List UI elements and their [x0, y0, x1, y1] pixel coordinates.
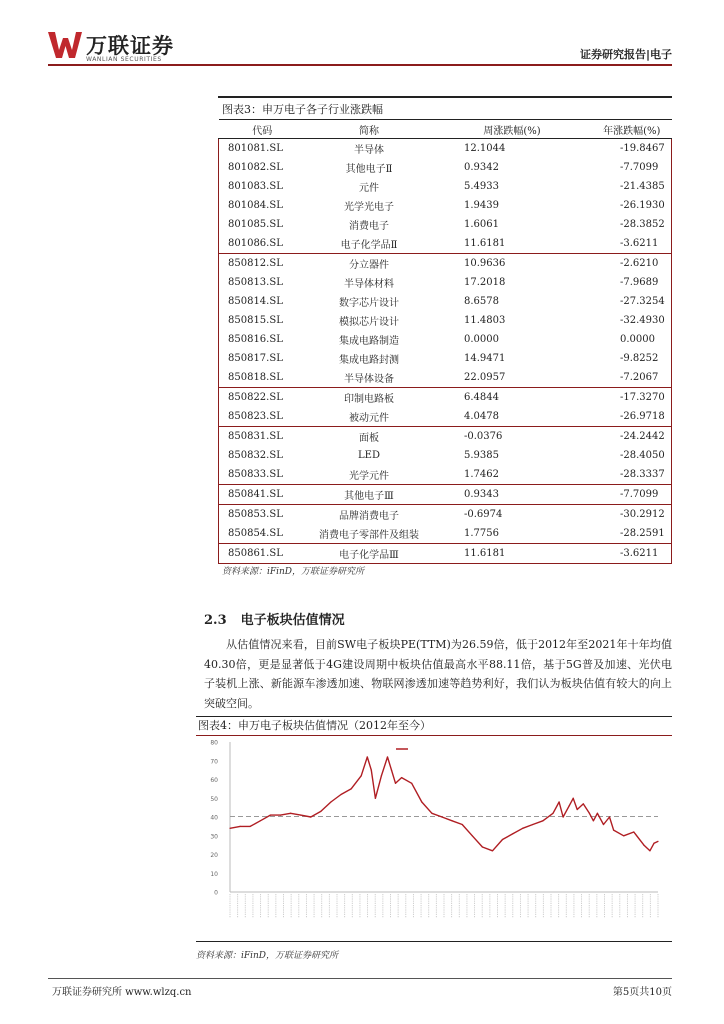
pe-data-point — [462, 824, 463, 825]
cell-annual-change: -7.9689 — [592, 273, 672, 292]
pe-data-point — [522, 828, 523, 829]
pe-data-point — [558, 801, 559, 802]
cell-weekly-change: -0.0376 — [432, 427, 592, 447]
cell-code: 801082.SL — [219, 158, 307, 177]
cell-code: 850814.SL — [219, 292, 307, 311]
figure3-title: 图表3：申万电子各子行业涨跌幅 — [222, 103, 383, 116]
pe-data-point — [367, 756, 368, 757]
cell-name: 电子化学品Ⅱ — [340, 240, 398, 251]
cell-annual-change: -24.2442 — [592, 427, 672, 447]
cell-code: 850853.SL — [219, 505, 307, 525]
y-tick-label: 10 — [210, 870, 218, 878]
column-header-code: 代码 — [219, 120, 307, 139]
report-type-label: 证券研究报告|电子 — [579, 48, 672, 61]
pe-data-point — [512, 833, 513, 834]
cell-annual-change: -17.3270 — [592, 388, 672, 408]
pe-data-point — [290, 813, 291, 814]
cell-annual-change: -26.9718 — [592, 407, 672, 427]
pe-data-point — [633, 831, 634, 832]
table-row — [219, 139, 672, 159]
pe-data-point — [643, 845, 644, 846]
company-logo — [48, 30, 198, 66]
figure4-title-bar — [196, 716, 672, 736]
cell-name: 印制电路板 — [306, 388, 432, 408]
cell-code: 801085.SL — [219, 215, 307, 234]
pe-data-point — [609, 816, 610, 817]
pe-data-point — [482, 846, 483, 847]
table-row — [219, 215, 672, 234]
cell-annual-change: -9.8252 — [592, 349, 672, 368]
cell-weekly-change: 0.9342 — [464, 162, 499, 173]
cell-name: 数字芯片设计 — [339, 298, 399, 309]
cell-name: 分立器件 — [306, 254, 432, 274]
table-row — [219, 330, 672, 349]
cell-name: 集成电路封测 — [339, 355, 399, 366]
cell-weekly-change: 1.9439 — [464, 200, 499, 211]
cell-code: 801081.SL — [219, 139, 307, 159]
y-tick-label: 40 — [210, 814, 218, 822]
table-row — [219, 177, 672, 196]
pe-data-point — [431, 813, 432, 814]
cell-name: 电子化学品Ⅲ — [306, 544, 432, 564]
cell-weekly-change: 11.4803 — [464, 315, 506, 326]
cell-code: 850823.SL — [219, 407, 307, 427]
cell-name: 其他电子Ⅲ — [306, 485, 432, 505]
pe-data-point — [441, 816, 442, 817]
cell-name: 集成电路制造 — [339, 336, 399, 347]
table-row — [219, 292, 672, 311]
pe-data-point — [451, 820, 452, 821]
cell-annual-change: -7.2067 — [592, 368, 672, 388]
cell-annual-change: -3.6211 — [592, 544, 672, 564]
pe-data-point — [381, 775, 382, 776]
table-row — [219, 368, 672, 388]
y-tick-label: 20 — [210, 852, 218, 859]
cell-code: 850815.SL — [219, 311, 307, 330]
pe-data-point — [563, 816, 564, 817]
pe-data-point — [239, 826, 240, 827]
pe-data-point — [492, 850, 493, 851]
section-paragraph: 从估值情况来看，目前SW电子板块PE(TTM)为26.59倍，低于2012年至2021年十年均值40.30倍，更是显著低于4G建设周期中板块估值最高水平88.11倍，基于5G普及加速、光伏电子装机上涨、新能源车渗透加速、物联网渗透加速等趋势利好，我们认为板块估值有较大的向上突破空间。 — [204, 638, 672, 710]
pe-data-point — [391, 770, 392, 771]
cell-weekly-change: 5.9385 — [464, 450, 499, 461]
table-row — [219, 254, 672, 274]
pe-data-point — [401, 777, 402, 778]
pe-data-point — [502, 839, 503, 840]
cell-name: 半导体材料 — [344, 279, 394, 290]
pe-data-point — [250, 826, 251, 827]
pe-series-line — [230, 757, 658, 851]
pe-data-point — [395, 783, 396, 784]
figure4-source-note: 资料来源：iFinD，万联证券研究所 — [196, 951, 339, 961]
page-header — [0, 0, 724, 70]
column-header-name: 简称 — [306, 120, 432, 139]
cell-name: LED — [358, 450, 380, 461]
section-number: 2.3 — [204, 613, 227, 628]
pe-data-point — [280, 815, 281, 816]
table-row — [219, 446, 672, 465]
cell-code: 850817.SL — [219, 349, 307, 368]
cell-name: 半导体 — [306, 139, 432, 159]
cell-annual-change: -7.7099 — [592, 158, 672, 177]
pe-data-point — [300, 815, 301, 816]
figure3-top-rule — [218, 96, 672, 98]
cell-weekly-change: 17.2018 — [464, 277, 506, 288]
table-row — [219, 234, 672, 254]
table-body — [219, 139, 672, 564]
logo-english-name: WANLIAN SECURITIES — [86, 56, 162, 63]
footer-website: 万联证券研究所 www.wlzq.cn — [52, 987, 192, 998]
cell-name: 面板 — [306, 427, 432, 447]
cell-code: 801083.SL — [219, 177, 307, 196]
pe-data-point — [532, 824, 533, 825]
industry-performance-table — [218, 119, 672, 564]
cell-weekly-change: 11.6181 — [432, 544, 592, 564]
pe-data-point — [310, 816, 311, 817]
cell-weekly-change: 14.9471 — [464, 353, 506, 364]
pe-data-point — [371, 770, 372, 771]
pe-data-point — [569, 805, 570, 806]
cell-name: 光学光电子 — [344, 202, 394, 213]
cell-weekly-change: 1.6061 — [464, 219, 499, 230]
pe-data-point — [375, 798, 376, 799]
figure3-source-note: 资料来源：iFinD，万联证券研究所 — [222, 567, 365, 577]
cell-code: 801086.SL — [219, 234, 307, 254]
pe-data-point — [583, 803, 584, 804]
y-tick-label: 50 — [210, 795, 218, 803]
cell-code: 850854.SL — [219, 524, 307, 544]
cell-annual-change: -26.1930 — [592, 196, 672, 215]
cell-name: 其他电子Ⅱ — [345, 164, 393, 175]
pe-data-point — [613, 830, 614, 831]
column-header-weekly-change: 周涨跌幅(%) — [432, 120, 592, 139]
cell-weekly-change: 10.9636 — [432, 254, 592, 274]
section-heading — [204, 609, 345, 628]
cell-weekly-change: 11.6181 — [464, 238, 506, 249]
cell-code: 850812.SL — [219, 254, 307, 274]
cell-name: 模拟芯片设计 — [339, 317, 399, 328]
table-row — [219, 544, 672, 564]
logo-w-icon — [48, 30, 82, 60]
table-row — [219, 196, 672, 215]
cell-name: 被动元件 — [349, 413, 389, 424]
table-row — [219, 505, 672, 525]
pe-data-point — [387, 756, 388, 757]
cell-weekly-change: 22.0957 — [464, 372, 506, 383]
cell-weekly-change: 1.7756 — [464, 528, 499, 539]
cell-code: 850841.SL — [219, 485, 307, 505]
cell-name: 元件 — [359, 183, 379, 194]
header-divider — [48, 64, 672, 66]
cell-weekly-change: 0.9343 — [432, 485, 592, 505]
y-tick-label: 80 — [210, 739, 218, 747]
table-row — [219, 311, 672, 330]
section-title: 电子板块估值情况 — [240, 613, 345, 628]
cell-code: 801084.SL — [219, 196, 307, 215]
y-tick-label: 0 — [214, 889, 218, 897]
cell-name: 半导体设备 — [344, 374, 394, 385]
cell-code: 850818.SL — [219, 368, 307, 388]
cell-weekly-change: 6.4844 — [432, 388, 592, 408]
cell-annual-change: 0.0000 — [592, 330, 672, 349]
cell-code: 850861.SL — [219, 544, 307, 564]
cell-weekly-change: 8.6578 — [464, 296, 499, 307]
cell-weekly-change: 5.4933 — [464, 181, 499, 192]
footer-page-number: 第5页共10页 — [612, 987, 672, 998]
cell-weekly-change: 1.7462 — [464, 469, 499, 480]
y-tick-label: 60 — [210, 777, 218, 784]
table-row — [219, 273, 672, 292]
cell-annual-change: -7.7099 — [592, 485, 672, 505]
pe-data-point — [573, 798, 574, 799]
y-tick-label: 30 — [210, 833, 218, 841]
cell-code: 850822.SL — [219, 388, 307, 408]
column-header-annual-change: 年涨跌幅(%) — [592, 120, 672, 139]
cell-annual-change: -19.8467 — [592, 139, 672, 159]
cell-name: 消费电子零部件及组装 — [319, 530, 419, 541]
table-row — [219, 349, 672, 368]
pe-data-point — [270, 815, 271, 816]
pe-data-point — [589, 813, 590, 814]
cell-name: 消费电子 — [349, 221, 389, 232]
cell-weekly-change: 12.1044 — [432, 139, 592, 159]
cell-weekly-change: 0.0000 — [464, 334, 499, 345]
pe-data-point — [411, 783, 412, 784]
pe-data-point — [623, 835, 624, 836]
pe-data-point — [593, 820, 594, 821]
pe-data-point — [260, 820, 261, 821]
pe-data-point — [657, 841, 658, 842]
pe-data-point — [649, 850, 650, 851]
cell-annual-change: -28.3852 — [592, 215, 672, 234]
table-row — [219, 485, 672, 505]
pe-data-point — [340, 794, 341, 795]
pe-data-point — [330, 801, 331, 802]
table-row — [219, 407, 672, 427]
table-row — [219, 158, 672, 177]
pe-valuation-chart — [196, 736, 672, 940]
table-row — [219, 427, 672, 447]
cell-code: 850813.SL — [219, 273, 307, 292]
table-header-row — [219, 120, 672, 139]
cell-code: 850833.SL — [219, 465, 307, 485]
y-tick-label: 70 — [210, 758, 218, 766]
cell-annual-change: -2.6210 — [592, 254, 672, 274]
pe-data-point — [421, 801, 422, 802]
cell-annual-change: -21.4385 — [592, 177, 672, 196]
cell-name: 光学元件 — [349, 471, 389, 482]
pe-data-point — [361, 775, 362, 776]
cell-annual-change: -3.6211 — [592, 234, 672, 254]
cell-weekly-change: 4.0478 — [464, 411, 499, 422]
pe-data-point — [653, 843, 654, 844]
pe-data-point — [577, 809, 578, 810]
table-row — [219, 465, 672, 485]
cell-code: 850831.SL — [219, 427, 307, 447]
cell-annual-change: -27.3254 — [592, 292, 672, 311]
figure4-bottom-rule — [196, 941, 672, 942]
footer-divider — [48, 978, 672, 979]
cell-weekly-change: -0.6974 — [432, 505, 592, 525]
cell-annual-change: -28.4050 — [592, 446, 672, 465]
cell-annual-change: -28.2591 — [592, 524, 672, 544]
pe-data-point — [552, 813, 553, 814]
pe-data-point — [351, 788, 352, 789]
table-row — [219, 524, 672, 544]
pe-data-point — [229, 828, 230, 829]
pe-data-point — [320, 811, 321, 812]
pe-data-point — [603, 824, 604, 825]
pe-data-point — [542, 820, 543, 821]
cell-annual-change: -28.3337 — [592, 465, 672, 485]
cell-annual-change: -30.2912 — [592, 505, 672, 525]
cell-name: 品牌消费电子 — [306, 505, 432, 525]
pe-data-point — [472, 835, 473, 836]
cell-annual-change: -32.4930 — [592, 311, 672, 330]
figure4-title: 图表4：申万电子板块估值情况（2012年至今） — [198, 719, 431, 732]
cell-code: 850832.SL — [219, 446, 307, 465]
cell-code: 850816.SL — [219, 330, 307, 349]
table-row — [219, 388, 672, 408]
logo-chinese-name: 万联证券 — [86, 34, 174, 58]
pe-data-point — [597, 813, 598, 814]
